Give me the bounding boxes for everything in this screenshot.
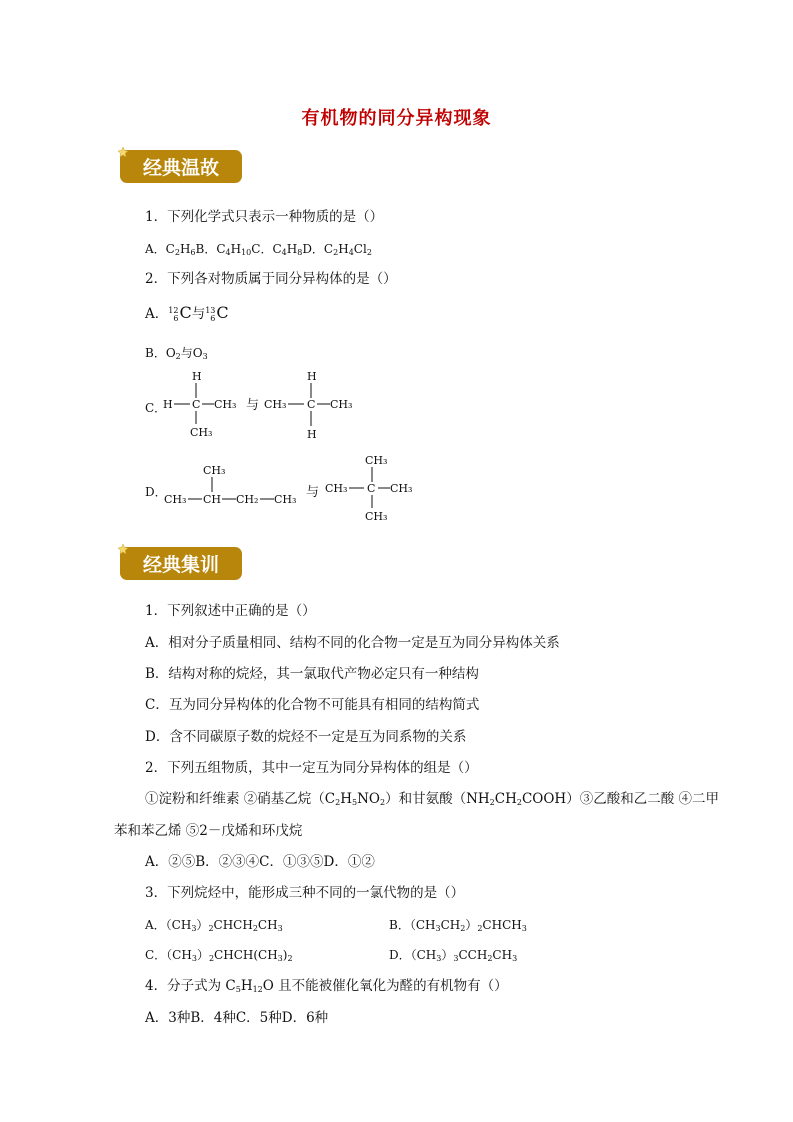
atom-ch3: CH₃	[365, 510, 388, 523]
atom-h: H	[192, 370, 202, 383]
atom-ch2: CH₂	[236, 493, 259, 506]
conj-text: 与	[246, 398, 260, 413]
review-q2-option-d-label: D．	[145, 485, 167, 499]
training-q3-a: A．$(CH_3)_2CHCH_2CH_3$	[145, 918, 283, 933]
review-q1-options: A．$C_2H_6B$．$C_4H_{10}C$．$C_4H_8D$．$C_2H_4Cl_2$	[145, 242, 372, 257]
atom-ch3: CH₃	[264, 398, 287, 411]
training-q4-options: A．3种B．4种C．5种D．6种	[145, 1010, 329, 1026]
section-banner-training	[116, 542, 244, 582]
section-banner-review	[116, 145, 244, 185]
training-q2-items-line2: 苯和苯乙烯 ⑤2－戊烯和环戊烷	[114, 823, 303, 839]
training-q3-c: C．$(CH_3)_2CHCH(CH_3)_2$	[145, 948, 293, 963]
atom-h: H	[307, 428, 317, 441]
training-q1-c: C．互为同分异构体的化合物不可能具有相同的结构简式	[145, 697, 480, 713]
training-q3-b: B．$(CH_3CH_2)_2CHCH_3$	[389, 918, 527, 933]
review-q2-option-b: B．$O_2$与$O_3$	[145, 346, 208, 361]
training-q1-d: D．含不同碳原子数的烷烃不一定是互为同系物的关系	[145, 729, 467, 745]
training-q1-a: A．相对分子质量相同、结构不同的化合物一定是互为同分异构体关系	[145, 635, 560, 651]
conj-text: 与	[306, 485, 320, 500]
training-q2-items-line1: ①淀粉和纤维素 ②硝基乙烷$(C_2H_5NO_2)$和甘氨酸$(NH_2CH_2COOH)③$乙酸和乙二酸 ④二甲	[145, 791, 719, 807]
training-q3-d: D．$(CH_3)_3CCH_2CH_3$	[389, 948, 518, 963]
training-q1-b: B．结构对称的烷烃，其一氯取代产物必定只有一种结构	[145, 666, 479, 682]
atom-c: C	[192, 398, 201, 411]
atom-ch3: CH₃	[325, 482, 348, 495]
atom-ch3: CH₃	[274, 493, 297, 506]
training-q1: 1．下列叙述中正确的是（）	[145, 603, 316, 619]
page-title: 有机物的同分异构现象	[301, 108, 492, 129]
review-q2-option-c-label: C．	[145, 401, 167, 415]
atom-c: C	[367, 482, 376, 495]
training-q2: 2．下列五组物质，其中一定互为同分异构体的组是（）	[145, 760, 478, 776]
structure-c-pair	[160, 368, 360, 444]
banner-label: 经典集训	[142, 554, 220, 576]
atom-ch: CH	[203, 493, 222, 506]
review-q2: 2．下列各对物质属于同分异构体的是（）	[145, 271, 397, 287]
review-q1: 1．下列化学式只表示一种物质的是（）	[145, 209, 384, 225]
atom-ch3: CH₃	[190, 426, 213, 439]
banner-label: 经典温故	[142, 157, 220, 179]
training-q3: 3．下列烷烃中，能形成三种不同的一氯代物的是（）	[145, 885, 465, 901]
atom-ch3: CH₃	[330, 398, 353, 411]
banner-graphic	[116, 542, 244, 582]
atom-ch3: CH₃	[390, 482, 413, 495]
atom-ch3: CH₃	[214, 398, 237, 411]
review-q2-option-a: A． 12 6 C与 13 6 C	[145, 303, 229, 323]
atom-c: C	[307, 398, 316, 411]
atom-h: H	[307, 370, 317, 383]
banner-graphic	[116, 145, 244, 185]
training-q4: 4．分子式为 $C_5H_{12}O$ 且不能被催化氧化为醛的有机物有（）	[145, 978, 508, 994]
structure-d-pair	[160, 452, 420, 528]
training-q2-options: A．②⑤B．②③④C．①③⑤D．①②	[145, 854, 375, 870]
atom-ch3: CH₃	[203, 464, 226, 477]
atom-ch3: CH₃	[164, 493, 187, 506]
atom-h: H	[163, 398, 173, 411]
atom-ch3: CH₃	[365, 454, 388, 467]
